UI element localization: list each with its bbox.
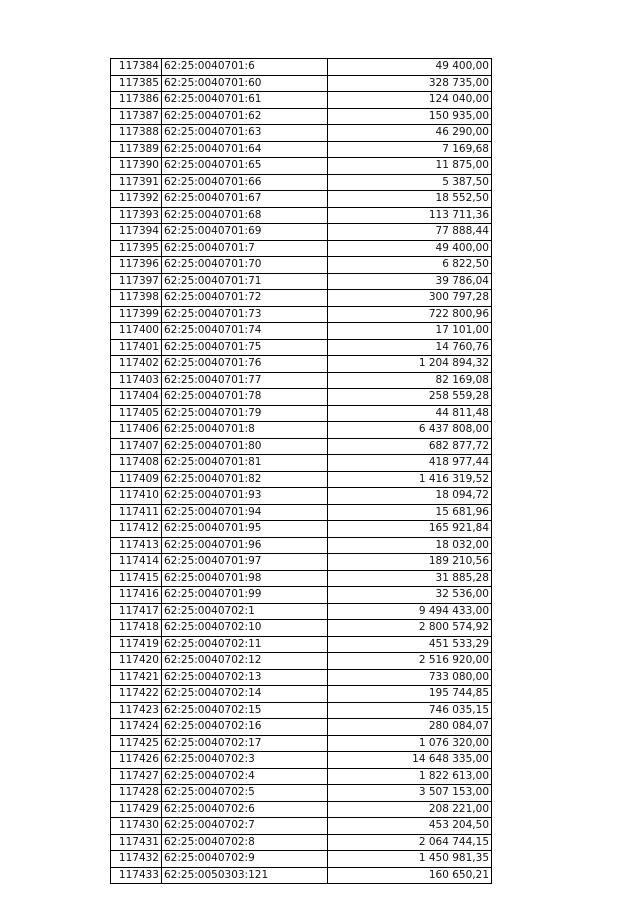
cadastral-number-cell: 62:25:0040702:17 [162,735,328,752]
row-id-cell: 117404 [111,389,162,406]
value-cell: 1 416 319,52 [328,471,492,488]
row-id-cell: 117414 [111,554,162,571]
value-cell: 208 221,00 [328,801,492,818]
value-cell: 328 735,00 [328,75,492,92]
table-row [111,455,492,472]
row-id-cell: 117388 [111,125,162,142]
cadastral-number-cell: 62:25:0040701:67 [162,191,328,208]
value-cell: 733 080,00 [328,669,492,686]
row-id-cell: 117390 [111,158,162,175]
table-row [111,719,492,736]
value-cell: 300 797,28 [328,290,492,307]
row-id-cell: 117416 [111,587,162,604]
table-row [111,339,492,356]
table-row [111,801,492,818]
table-row [111,224,492,241]
value-cell: 453 204,50 [328,818,492,835]
row-id-cell: 117393 [111,207,162,224]
row-id-cell: 117418 [111,620,162,637]
table-row [111,92,492,109]
row-id-cell: 117386 [111,92,162,109]
value-cell: 82 169,08 [328,372,492,389]
row-id-cell: 117421 [111,669,162,686]
table-row [111,620,492,637]
value-cell: 418 977,44 [328,455,492,472]
table-row [111,405,492,422]
cadastral-number-cell: 62:25:0040701:70 [162,257,328,274]
cadastral-number-cell: 62:25:0040701:62 [162,108,328,125]
cadastral-number-cell: 62:25:0040701:72 [162,290,328,307]
table-row [111,273,492,290]
value-cell: 46 290,00 [328,125,492,142]
cadastral-number-cell: 62:25:0040701:94 [162,504,328,521]
row-id-cell: 117411 [111,504,162,521]
value-cell: 15 681,96 [328,504,492,521]
table-row [111,422,492,439]
table-row [111,818,492,835]
cadastral-number-cell: 62:25:0040701:76 [162,356,328,373]
row-id-cell: 117398 [111,290,162,307]
row-id-cell: 117413 [111,537,162,554]
table-row [111,207,492,224]
cadastral-number-cell: 62:25:0040702:10 [162,620,328,637]
cadastral-number-cell: 62:25:0040701:60 [162,75,328,92]
row-id-cell: 117399 [111,306,162,323]
table-row [111,851,492,868]
cadastral-number-cell: 62:25:0040702:5 [162,785,328,802]
value-cell: 2 516 920,00 [328,653,492,670]
cadastral-number-cell: 62:25:0040701:74 [162,323,328,340]
table-row [111,356,492,373]
table-row [111,504,492,521]
cadastral-number-cell: 62:25:0040702:14 [162,686,328,703]
table-row [111,537,492,554]
row-id-cell: 117410 [111,488,162,505]
row-id-cell: 117424 [111,719,162,736]
table-row [111,785,492,802]
row-id-cell: 117407 [111,438,162,455]
value-cell: 7 169,68 [328,141,492,158]
row-id-cell: 117385 [111,75,162,92]
row-id-cell: 117389 [111,141,162,158]
row-id-cell: 117423 [111,702,162,719]
row-id-cell: 117432 [111,851,162,868]
row-id-cell: 117430 [111,818,162,835]
row-id-cell: 117425 [111,735,162,752]
table-row [111,108,492,125]
cadastral-number-cell: 62:25:0040701:80 [162,438,328,455]
cadastral-number-cell: 62:25:0040701:77 [162,372,328,389]
value-cell: 165 921,84 [328,521,492,538]
cadastral-number-cell: 62:25:0040701:69 [162,224,328,241]
value-cell: 18 552,50 [328,191,492,208]
table-body [111,59,492,884]
cadastral-number-cell: 62:25:0040701:73 [162,306,328,323]
table-row [111,867,492,884]
cadastral-number-cell: 62:25:0040701:81 [162,455,328,472]
cadastral-number-cell: 62:25:0040702:16 [162,719,328,736]
table-row [111,653,492,670]
cadastral-number-cell: 62:25:0040701:71 [162,273,328,290]
value-cell: 746 035,15 [328,702,492,719]
table-row [111,125,492,142]
value-cell: 31 885,28 [328,570,492,587]
row-id-cell: 117387 [111,108,162,125]
table-row [111,702,492,719]
row-id-cell: 117400 [111,323,162,340]
table-row [111,471,492,488]
cadastral-number-cell: 62:25:0040701:63 [162,125,328,142]
table-row [111,158,492,175]
value-cell: 2 064 744,15 [328,834,492,851]
cadastral-number-cell: 62:25:0040701:97 [162,554,328,571]
cadastral-number-cell: 62:25:0040701:66 [162,174,328,191]
value-cell: 5 387,50 [328,174,492,191]
cadastral-number-cell: 62:25:0040701:61 [162,92,328,109]
value-cell: 160 650,21 [328,867,492,884]
table-row [111,570,492,587]
cadastral-number-cell: 62:25:0040702:11 [162,636,328,653]
table-row [111,752,492,769]
row-id-cell: 117397 [111,273,162,290]
row-id-cell: 117431 [111,834,162,851]
table-row [111,141,492,158]
row-id-cell: 117420 [111,653,162,670]
row-id-cell: 117433 [111,867,162,884]
cadastral-number-cell: 62:25:0040701:65 [162,158,328,175]
row-id-cell: 117426 [111,752,162,769]
cadastral-number-cell: 62:25:0040701:6 [162,59,328,76]
value-cell: 189 210,56 [328,554,492,571]
value-cell: 14 648 335,00 [328,752,492,769]
row-id-cell: 117417 [111,603,162,620]
cadastral-number-cell: 62:25:0040701:8 [162,422,328,439]
table-row [111,290,492,307]
cadastral-number-cell: 62:25:0040702:4 [162,768,328,785]
cadastral-number-cell: 62:25:0040701:68 [162,207,328,224]
value-cell: 49 400,00 [328,59,492,76]
table-row [111,669,492,686]
value-cell: 1 450 981,35 [328,851,492,868]
cadastral-number-cell: 62:25:0040701:78 [162,389,328,406]
row-id-cell: 117384 [111,59,162,76]
table-row [111,75,492,92]
value-cell: 2 800 574,92 [328,620,492,637]
cadastral-number-cell: 62:25:0040702:13 [162,669,328,686]
cadastral-number-cell: 62:25:0040701:98 [162,570,328,587]
cadastral-number-cell: 62:25:0040701:7 [162,240,328,257]
cadastral-number-cell: 62:25:0040701:96 [162,537,328,554]
value-cell: 6 822,50 [328,257,492,274]
cadastral-number-cell: 62:25:0040702:3 [162,752,328,769]
value-cell: 6 437 808,00 [328,422,492,439]
table-row [111,521,492,538]
data-table [110,58,492,884]
table-row [111,834,492,851]
table-row [111,191,492,208]
value-cell: 113 711,36 [328,207,492,224]
value-cell: 18 032,00 [328,537,492,554]
row-id-cell: 117394 [111,224,162,241]
value-cell: 39 786,04 [328,273,492,290]
row-id-cell: 117403 [111,372,162,389]
row-id-cell: 117409 [111,471,162,488]
row-id-cell: 117405 [111,405,162,422]
cadastral-number-cell: 62:25:0040702:6 [162,801,328,818]
cadastral-number-cell: 62:25:0040701:64 [162,141,328,158]
cadastral-number-cell: 62:25:0040701:82 [162,471,328,488]
cadastral-number-cell: 62:25:0040701:93 [162,488,328,505]
value-cell: 1 204 894,32 [328,356,492,373]
value-cell: 14 760,76 [328,339,492,356]
cadastral-number-cell: 62:25:0050303:121 [162,867,328,884]
row-id-cell: 117412 [111,521,162,538]
value-cell: 17 101,00 [328,323,492,340]
row-id-cell: 117402 [111,356,162,373]
row-id-cell: 117391 [111,174,162,191]
row-id-cell: 117406 [111,422,162,439]
value-cell: 32 536,00 [328,587,492,604]
value-cell: 258 559,28 [328,389,492,406]
value-cell: 1 822 613,00 [328,768,492,785]
cadastral-number-cell: 62:25:0040701:95 [162,521,328,538]
cadastral-number-cell: 62:25:0040702:8 [162,834,328,851]
value-cell: 3 507 153,00 [328,785,492,802]
row-id-cell: 117395 [111,240,162,257]
table-row [111,306,492,323]
row-id-cell: 117422 [111,686,162,703]
table-row [111,240,492,257]
table-row [111,686,492,703]
value-cell: 18 094,72 [328,488,492,505]
value-cell: 44 811,48 [328,405,492,422]
table-row [111,735,492,752]
row-id-cell: 117419 [111,636,162,653]
table-row [111,636,492,653]
row-id-cell: 117429 [111,801,162,818]
table-row [111,603,492,620]
value-cell: 49 400,00 [328,240,492,257]
value-cell: 682 877,72 [328,438,492,455]
row-id-cell: 117428 [111,785,162,802]
row-id-cell: 117392 [111,191,162,208]
value-cell: 195 744,85 [328,686,492,703]
cadastral-number-cell: 62:25:0040702:9 [162,851,328,868]
value-cell: 11 875,00 [328,158,492,175]
value-cell: 451 533,29 [328,636,492,653]
table-row [111,372,492,389]
cadastral-number-cell: 62:25:0040701:99 [162,587,328,604]
value-cell: 124 040,00 [328,92,492,109]
row-id-cell: 117415 [111,570,162,587]
table-row [111,488,492,505]
table-row [111,323,492,340]
value-cell: 77 888,44 [328,224,492,241]
cadastral-number-cell: 62:25:0040701:75 [162,339,328,356]
value-cell: 722 800,96 [328,306,492,323]
value-cell: 150 935,00 [328,108,492,125]
value-cell: 1 076 320,00 [328,735,492,752]
row-id-cell: 117427 [111,768,162,785]
cadastral-number-cell: 62:25:0040702:12 [162,653,328,670]
row-id-cell: 117401 [111,339,162,356]
table-row [111,438,492,455]
value-cell: 9 494 433,00 [328,603,492,620]
cadastral-number-cell: 62:25:0040701:79 [162,405,328,422]
table-row [111,587,492,604]
cadastral-number-cell: 62:25:0040702:1 [162,603,328,620]
table-row [111,389,492,406]
value-cell: 280 084,07 [328,719,492,736]
table-row [111,257,492,274]
table-row [111,554,492,571]
cadastral-number-cell: 62:25:0040702:7 [162,818,328,835]
row-id-cell: 117396 [111,257,162,274]
table-row [111,768,492,785]
table-row [111,59,492,76]
row-id-cell: 117408 [111,455,162,472]
table-row [111,174,492,191]
cadastral-number-cell: 62:25:0040702:15 [162,702,328,719]
